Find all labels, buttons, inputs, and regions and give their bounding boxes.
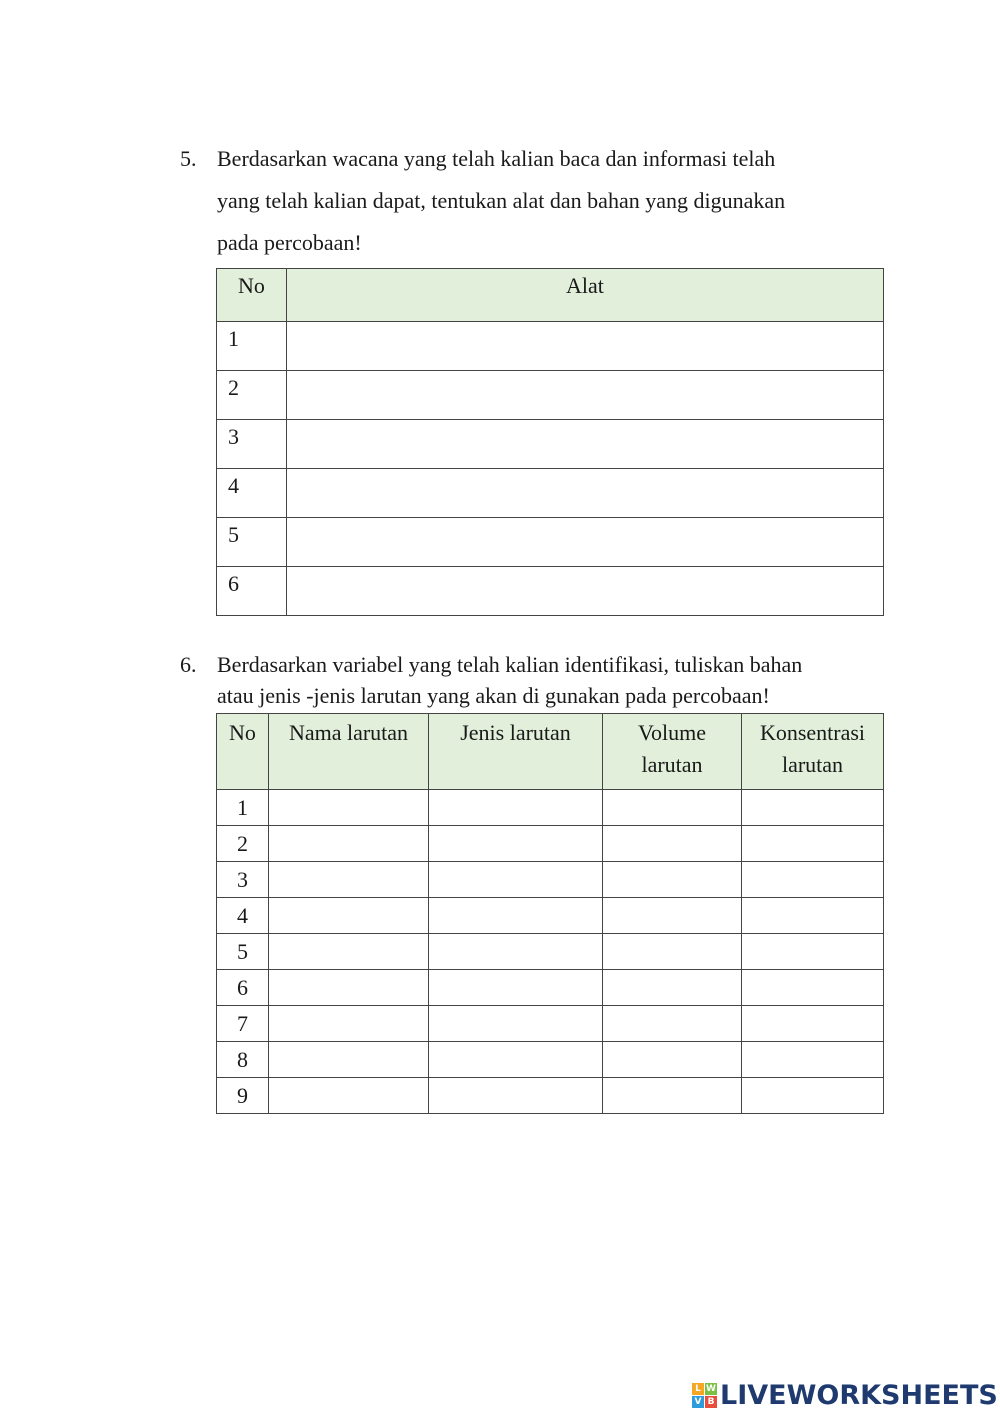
table-row (217, 567, 884, 616)
liveworksheets-logo (692, 1380, 998, 1410)
answer-cell[interactable] (742, 970, 884, 1006)
row-number: 5 (217, 934, 269, 970)
question-6 (180, 652, 880, 712)
answer-cell[interactable] (429, 1006, 603, 1042)
table-row (217, 518, 884, 567)
row-number: 7 (217, 1006, 269, 1042)
header-volume-larutan (603, 714, 742, 790)
header-line: Konsentrasi (759, 720, 866, 745)
row-number: 8 (217, 1042, 269, 1078)
logo-blocks-icon (692, 1383, 717, 1408)
header-jenis-larutan: Jenis larutan (429, 714, 603, 790)
table-row (217, 1042, 884, 1078)
logo-block: L (692, 1383, 704, 1395)
answer-cell[interactable] (603, 862, 742, 898)
table-header-row (217, 269, 884, 322)
answer-cell[interactable] (287, 567, 884, 616)
row-number: 2 (217, 826, 269, 862)
answer-cell[interactable] (429, 970, 603, 1006)
answer-cell[interactable] (269, 826, 429, 862)
logo-block: W (706, 1383, 716, 1394)
answer-cell[interactable] (603, 1078, 742, 1114)
table-row (217, 1006, 884, 1042)
question-line: Berdasarkan wacana yang telah kalian baca dan informasi telah (217, 146, 776, 171)
header-nama-larutan: Nama larutan (269, 714, 429, 790)
row-number: 3 (217, 420, 287, 469)
answer-cell[interactable] (603, 934, 742, 970)
answer-cell[interactable] (269, 1078, 429, 1114)
row-number: 9 (217, 1078, 269, 1114)
answer-cell[interactable] (269, 898, 429, 934)
table-row (217, 898, 884, 934)
answer-cell[interactable] (269, 970, 429, 1006)
answer-cell[interactable] (603, 826, 742, 862)
row-number: 6 (217, 970, 269, 1006)
answer-cell[interactable] (742, 898, 884, 934)
table-row (217, 934, 884, 970)
row-number: 3 (217, 862, 269, 898)
question-number: 6. (180, 652, 197, 677)
table-row (217, 970, 884, 1006)
table-row (217, 826, 884, 862)
table-row (217, 790, 884, 826)
answer-cell[interactable] (429, 898, 603, 934)
logo-block: V (692, 1396, 704, 1408)
answer-cell[interactable] (742, 1042, 884, 1078)
answer-cell[interactable] (287, 322, 884, 371)
header-line: larutan (781, 752, 844, 777)
header-line: Volume (637, 720, 707, 745)
question-5 (180, 146, 880, 256)
solutions-table (216, 713, 884, 1114)
header-konsentrasi-larutan (742, 714, 884, 790)
header-alat: Alat (287, 269, 884, 322)
answer-cell[interactable] (742, 826, 884, 862)
answer-cell[interactable] (742, 1006, 884, 1042)
answer-cell[interactable] (287, 469, 884, 518)
question-line: yang telah kalian dapat, tentukan alat dan bahan yang digunakan (217, 188, 786, 213)
row-number: 6 (217, 567, 287, 616)
answer-cell[interactable] (287, 371, 884, 420)
row-number: 1 (217, 322, 287, 371)
question-line: Berdasarkan variabel yang telah kalian identifikasi, tuliskan bahan (217, 652, 803, 677)
answer-cell[interactable] (269, 862, 429, 898)
answer-cell[interactable] (429, 826, 603, 862)
logo-block: B (705, 1396, 717, 1408)
answer-cell[interactable] (269, 790, 429, 826)
answer-cell[interactable] (429, 1078, 603, 1114)
answer-cell[interactable] (603, 970, 742, 1006)
answer-cell[interactable] (287, 420, 884, 469)
row-number: 4 (217, 469, 287, 518)
answer-cell[interactable] (429, 790, 603, 826)
answer-cell[interactable] (742, 1078, 884, 1114)
header-no: No (217, 714, 269, 790)
answer-cell[interactable] (269, 1006, 429, 1042)
row-number: 1 (217, 790, 269, 826)
answer-cell[interactable] (603, 898, 742, 934)
answer-cell[interactable] (287, 518, 884, 567)
answer-cell[interactable] (603, 790, 742, 826)
header-no: No (217, 269, 287, 322)
question-line: atau jenis -jenis larutan yang akan di gunakan pada percobaan! (217, 683, 770, 708)
question-line: pada percobaan! (217, 230, 362, 255)
answer-cell[interactable] (742, 862, 884, 898)
logo-text: LIVEWORKSHEETS (720, 1379, 998, 1411)
answer-cell[interactable] (269, 934, 429, 970)
table-row (217, 322, 884, 371)
question-number: 5. (180, 146, 197, 171)
row-number: 2 (217, 371, 287, 420)
answer-cell[interactable] (429, 862, 603, 898)
answer-cell[interactable] (742, 934, 884, 970)
answer-cell[interactable] (429, 934, 603, 970)
answer-cell[interactable] (603, 1042, 742, 1078)
table-row (217, 420, 884, 469)
table-row (217, 371, 884, 420)
row-number: 5 (217, 518, 287, 567)
table-header-row (217, 714, 884, 790)
answer-cell[interactable] (603, 1006, 742, 1042)
answer-cell[interactable] (429, 1042, 603, 1078)
row-number: 4 (217, 898, 269, 934)
tools-table (216, 268, 884, 616)
answer-cell[interactable] (742, 790, 884, 826)
table-row (217, 469, 884, 518)
table-row (217, 1078, 884, 1114)
table-row (217, 862, 884, 898)
answer-cell[interactable] (269, 1042, 429, 1078)
header-line: larutan (641, 752, 703, 777)
